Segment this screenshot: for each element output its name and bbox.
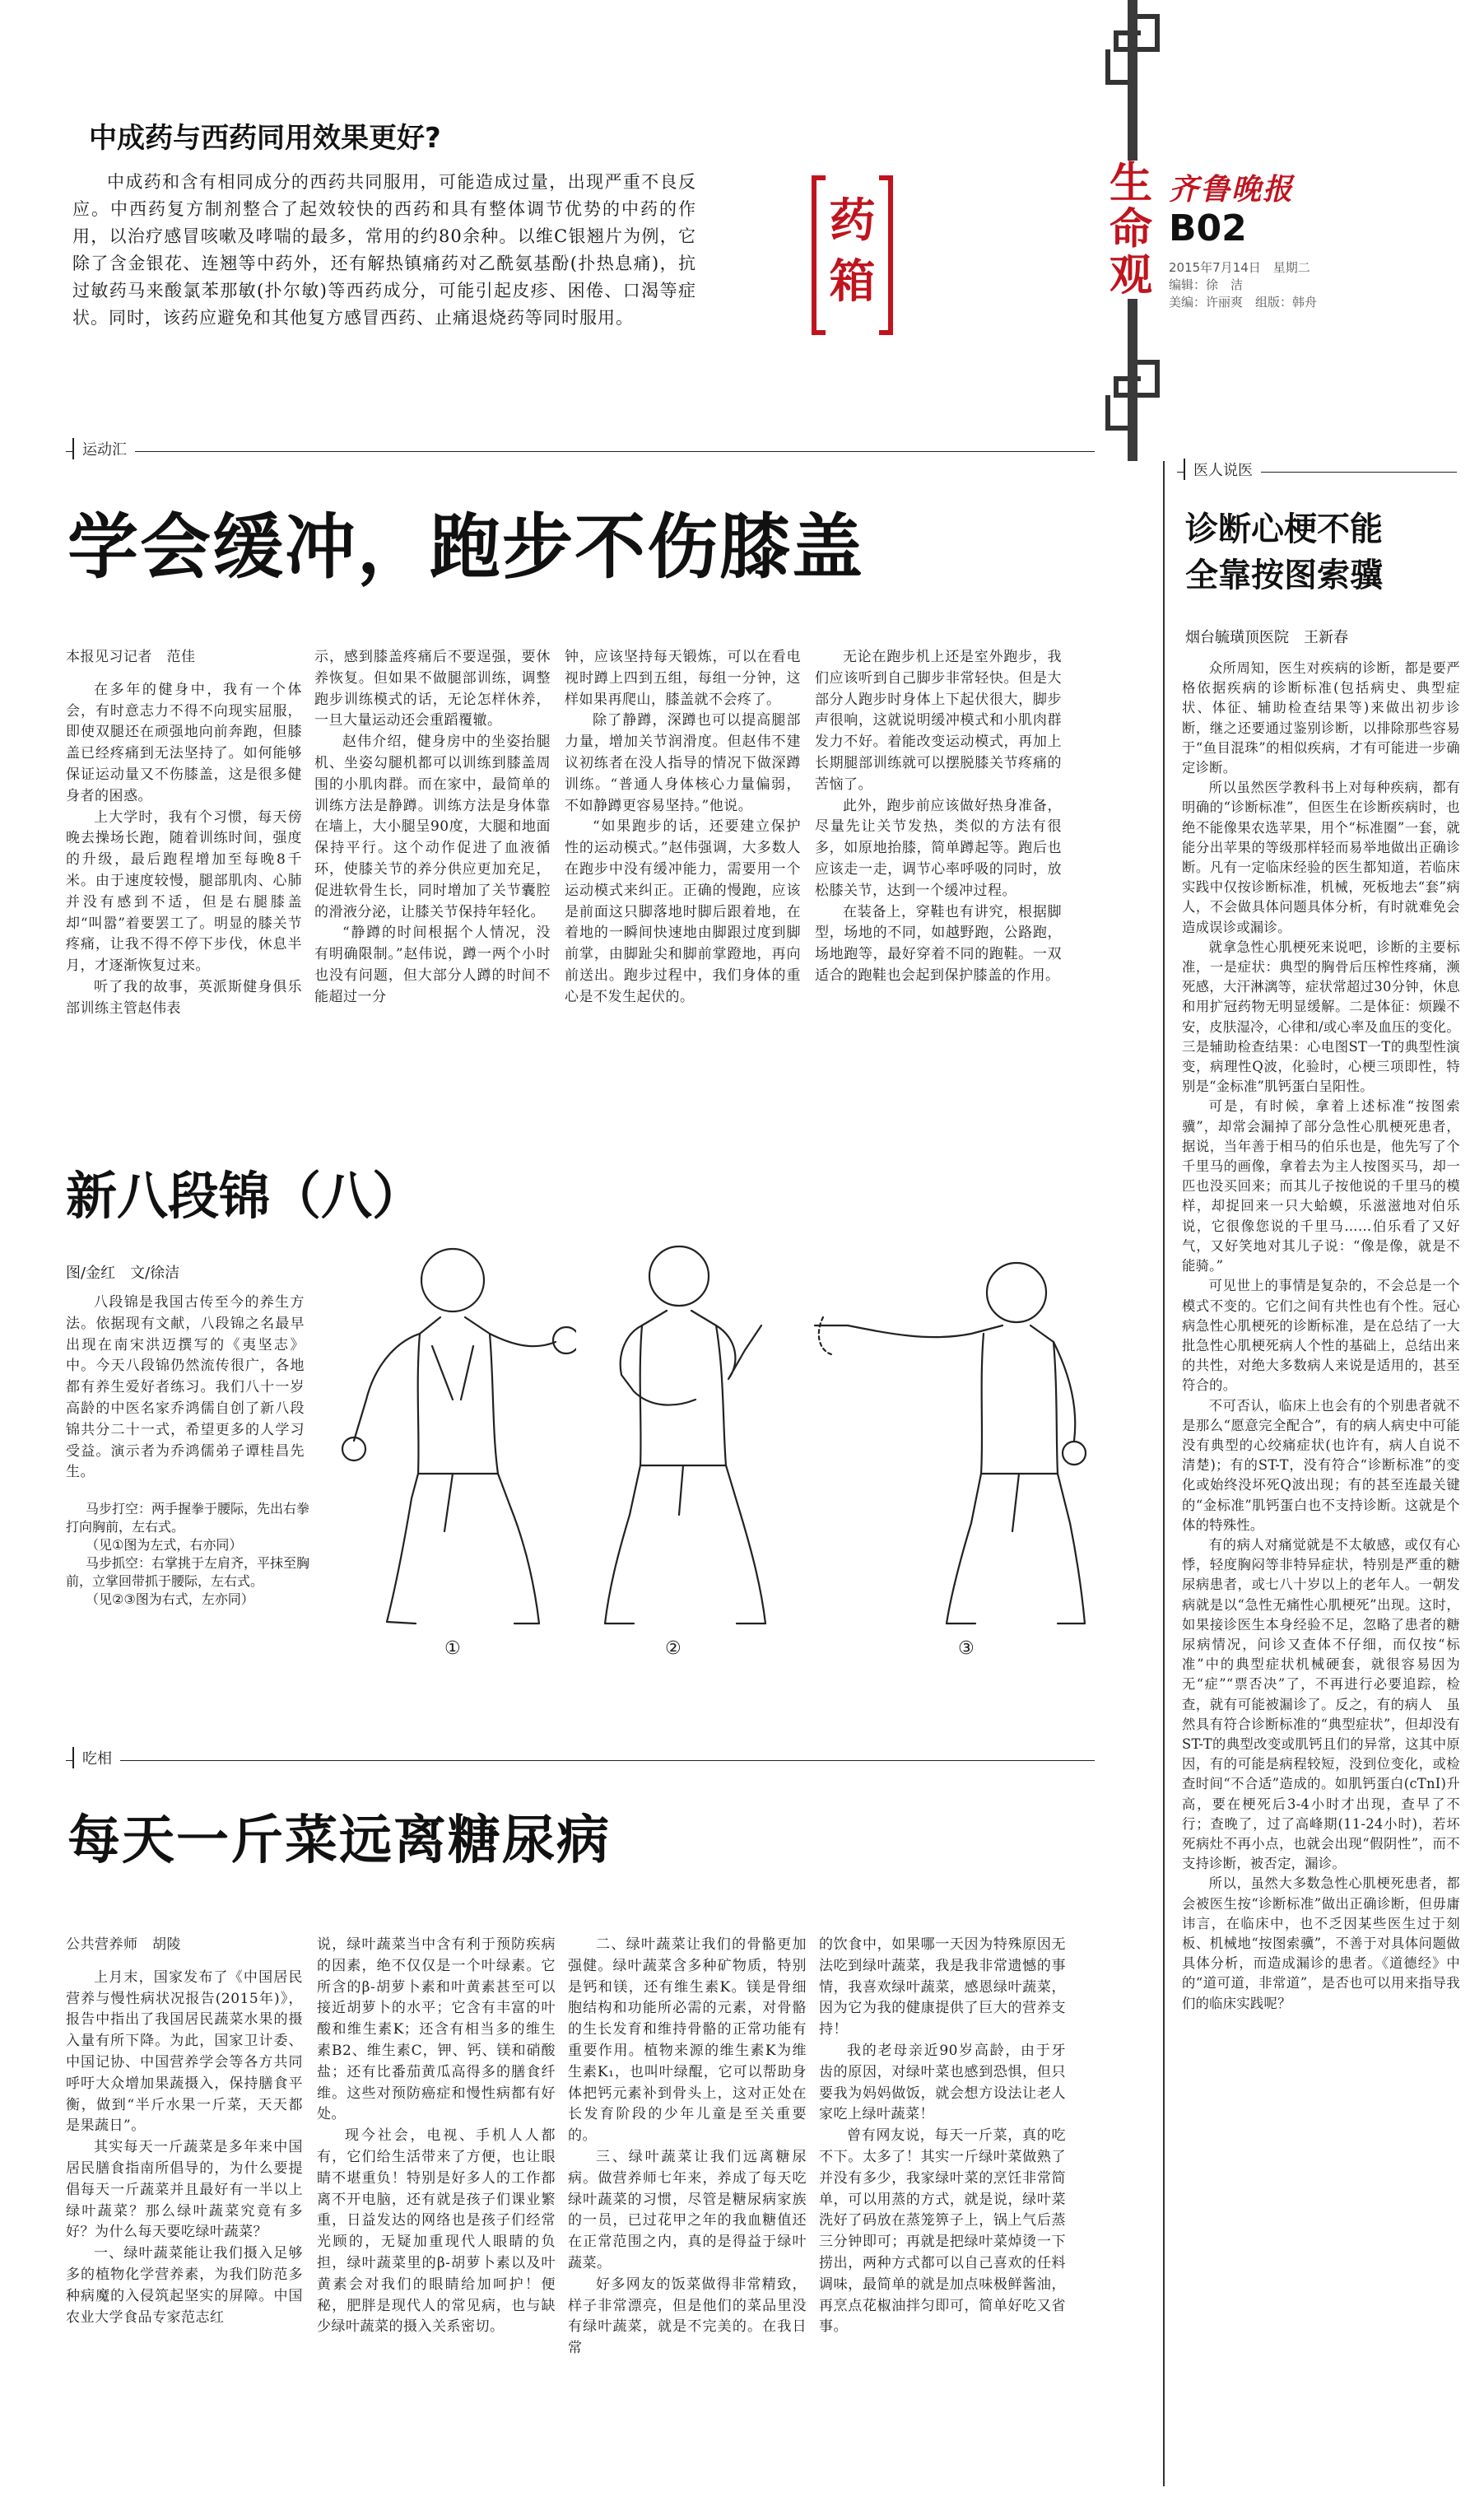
paragraph: 钟，应该坚持每天锻炼，可以在看电视时蹲上四到五组，每组一分钟，这样如果再爬山，膝盖就不会疼了。 xyxy=(565,649,801,708)
section-rule xyxy=(66,1760,1095,1761)
figure-number: ② xyxy=(665,1638,682,1659)
paragraph: 所以虽然医学教科书上对每种疾病，都有明确的“诊断标准”，但医生在诊断疾病时，也绝不能像果农选苹果，用个“标准圈”一套，就能分出苹果的等级那样轻而易举地做出正确诊断。凡有一定临床经验的医生都知道，若临床实践中仅按诊断标准，机械，死板地去“套”病人，不会做具体问题具体分析，有时就难免会造成误诊或漏诊。 xyxy=(1182,780,1460,935)
paragraph: 在多年的健身中，我有一个体会，有时意志力不得不向现实屈服，即使双腿还在顽强地向前奔跑，但膝盖已经疼痛到无法坚持了。如何能够保证运动量又不伤膝盖，这是很多健身者的困惑。 xyxy=(66,681,302,804)
section-label-diet: 吃相 xyxy=(72,1747,120,1768)
paragraph: 我的老母亲近90岁高龄，由于牙齿的原因，对绿叶菜也感到恐惧，但只要我为妈妈做饭，就会想方设法让老人家吃上绿叶蔬菜！ xyxy=(819,2042,1066,2123)
headline-line: 全靠按图索骥 xyxy=(1185,557,1383,594)
badge-char: 药 xyxy=(829,194,876,248)
designer-line: 美编：许丽爽 组版：韩舟 xyxy=(1169,295,1318,310)
paragraph: 的饮食中，如果哪一天因为特殊原因无法吃到绿叶蔬菜，我是我非常遗憾的事情，我喜欢绿叶蔬菜，感恩绿叶蔬菜，因为它为我的健康提供了巨大的营养支持！ xyxy=(819,1936,1066,2038)
paragraph: 所以，虽然大多数急性心肌梗死患者，都会被医生按“诊断标准”做出正确诊断，但毋庸讳言，在临床中，也不乏因某些医生过于刻板、机械地“按图索骥”，不善于对具体问题做具体分析，而造成漏诊的患者。《道德经》中的“道可道，非常道”，是否也可以用来指导我们的临床实践呢？ xyxy=(1182,1875,1460,2011)
diet-col-4 xyxy=(819,1935,1066,2338)
paragraph: 众所周知，医生对疾病的诊断，都是要严格依据疾病的诊断标准(包括病史、典型症状、体征、辅助检查结果等)来做出初步诊断，继之还要通过鉴别诊断，以排除那些容易于“鱼目混珠”的相似疾病，才有可能进一步确定诊断。 xyxy=(1182,660,1460,776)
medicine-box-body: 中成药和含有相同成分的西药共同服用，可能造成过量，出现严重不良反应。中西药复方制剂整合了起效较快的西药和具有整体调节优势的中药的作用，以治疗感冒咳嗽及哮喘的最多，常用的约80余种。以维C银翘片为例，它除了含金银花、连翘等中药外，还有解热镇痛药对乙酰氨基酚(扑热息痛)，抗过敏药马来酸氯苯那敏(扑尔敏)等西药成分，可能引起皮疹、困倦、口渴等症状。同时，该药应避免和其他复方感冒西药、止痛退烧药等同时服用。 xyxy=(72,172,696,328)
medicine-badge xyxy=(809,173,896,338)
running-col-4 xyxy=(815,647,1062,987)
qigong-figure-2 xyxy=(576,1202,790,1647)
paragraph: 无论在跑步机上还是室外跑步，我们应该听到自己脚步非常轻快。但是大部分人跑步时身体上下起伏很大，脚步声很响，这就说明缓冲模式和小肌肉群发力不好。着能改变运动模式，再加上长期腿部训练就可以摆脱膝关节疼痛的苦恼了。 xyxy=(815,649,1062,793)
byline: 公共营养师 胡陵 xyxy=(66,1936,181,1953)
step-text: 马步打空：两手握拳于腰际，先出右拳打向胸前，左右式。 xyxy=(66,1501,310,1535)
paragraph: 有的病人对痛觉就是不太敏感，或仅有心悸，轻度胸闷等非特异症状，特别是严重的糖尿病患者，或七八十岁以上的老年人。一朝发病就是以“急性无痛性心肌梗死”出现。这时，如果接诊医生本身经验不足，忽略了患者的糖尿病情况，问诊又查体不仔细，而仅按“标准”中的典型症状机械硬套，就很容易因为无“症”“票否决”了，不再进行必要追踪，检查，就有可能被漏诊了。反之，有的病人 虽然具有符合诊断标准的“典型症状”，但却没有ST-T的典型改变或肌钙且们的异常，这其中原因，有的可能是病程较短，没到位变化，或检查时间“不合适”造成的。如肌钙蛋白(cTnI)升高，要在梗死后3-4小时才出现，查早了不行；查晚了，过了高峰期(11-24小时)，若坏死病灶不再小点，也就会出现“假阴性”，而不支持诊断，被否定，漏诊。 xyxy=(1182,1536,1460,1872)
paragraph: “静蹲的时间根据个人情况，没有明确限制。”赵伟说，蹲一两个小时也没有问题，但大部分人蹲的时间不能超过一分 xyxy=(314,925,551,1005)
qigong-figure-1 xyxy=(329,1202,576,1647)
paragraph: 其实每天一斤蔬菜是多年来中国居民膳食指南所倡导的，为什么要提倡每天一斤蔬菜并且最好有一半以上绿叶蔬菜？那么绿叶蔬菜究竟有多好？为什么每天要吃绿叶蔬菜？ xyxy=(66,2139,303,2241)
paragraph: 除了静蹲，深蹲也可以提高腿部力量，增加关节润滑度。但赵伟不建议初练者在没人指导的情况下做深蹲训练。“普通人身体核心力量偏弱，不如静蹲更容易坚持。”他说。 xyxy=(565,712,801,814)
paragraph: 赵伟介绍，健身房中的坐姿抬腿机、坐姿勾腿机都可以训练到膝盖周围的小肌肉群。而在家中，最简单的训练方法是静蹲。训练方法是身体靠在墙上，大小腿呈90度，大腿和地面保持平行。这个动作促进了血液循环，使膝关节的养分供应更加充足，促进软骨生长，同时增加了关节囊腔的滑液分泌，让膝关节保持年轻化。 xyxy=(314,734,551,920)
paragraph: 曾有网友说，每天一斤菜，真的吃不下。太多了！其实一斤绿叶菜做熟了并没有多少，我家绿叶菜的烹饪非常简单，可以用蒸的方式，就是说，绿叶菜洗好了码放在蒸笼箅子上，锅上气后蒸三分钟即可；再就是把绿叶菜焯烫一下捞出，两种方式都可以自己喜欢的任料调味，最简单的就是加点味极鲜酱油，再烹点花椒油拌匀即可，简单好吃又省事。 xyxy=(819,2127,1066,2336)
masthead-panel xyxy=(1100,0,1484,461)
badge-char: 箱 xyxy=(829,255,876,309)
editor-line: 编辑：徐 洁 xyxy=(1169,277,1244,292)
byline: 烟台毓璜顶医院 王新春 xyxy=(1185,629,1348,646)
step-note: （见①图为左式，右亦同） xyxy=(86,1537,243,1553)
paragraph: 听了我的故事，英派斯健身俱乐部训练主管赵伟表 xyxy=(66,978,302,1017)
paragraph: 二、绿叶蔬菜让我们的骨骼更加强健。绿叶蔬菜含多种矿物质，特别是钙和镁，还有维生素K。镁是骨细胞结构和功能所必需的元素，对骨骼的生长发育和维持骨骼的正常功能有重要作用。植物来源的维生素K为维生素K₁，也叫叶绿醌，它可以帮助身体把钙元素补到骨头上，这对正处在长发育阶段的少年儿童是至关重要的。 xyxy=(568,1936,807,2145)
baduanjin-headline: 新八段锦（八） xyxy=(66,1166,424,1226)
medicine-box-title: 中成药与西药同用效果更好? xyxy=(89,122,441,155)
paragraph: 上月末，国家发布了《中国居民营养与慢性病状况报告(2015年)》，报告中指出了我国居民蔬菜水果的摄入量有所下降。为此，国家卫计委、中国记协、中国营养学会等各方共同呼吁大众增加果蔬摄入，保持膳食平衡，做到“半斤水果一斤菜，天天都是果蔬日”。 xyxy=(66,1968,303,2135)
paragraph: 现今社会，电视、手机人人都有，它们给生活带来了方便，也让眼睛不堪重负！特别是好多人的工作都离不开电脑，还有就是孩子们课业繁重，日益发达的网络也是孩子们经常光顾的，无疑加重现代人眼睛的负担，绿叶蔬菜里的β-胡萝卜素以及叶黄素会对我们的眼睛给加呵护！便秘，肥胖是现代人的常见病，也与缺少绿叶蔬菜的摄入关系密切。 xyxy=(317,2127,556,2336)
paragraph: 可见世上的事情是复杂的，不会总是一个模式不变的。它们之间有共性也有个性。冠心病急性心肌梗死的诊断标准，是在总结了一大批急性心肌梗死病人个性的基础上，总结出来的共性，对绝大多数病人来说是适用的，甚至符合的。 xyxy=(1182,1278,1460,1394)
diet-col-1 xyxy=(66,1935,303,2328)
paragraph: 此外，跑步前应该做好热身准备，尽量先让关节发热，类似的方法有很多，如原地抬膝，简单蹲起等。跑后也应该走一走，调节心率呼吸的同时，放松膝关节，达到一个缓冲过程。 xyxy=(815,797,1062,899)
step-text: 马步抓空：右掌挑于左肩齐，平抹至胸前，立掌回带抓于腰际，左右式。 xyxy=(66,1555,310,1589)
section-rule xyxy=(66,451,1095,452)
paragraph: 上大学时，我有个习惯，每天傍晚去操场长跑，随着训练时间，强度的升级，最后跑程增加至每晚8千米。由于速度较慢，腿部肌肉、心肺并没有感到不适，但是右腿膝盖却“叫嚣”着要罢工了。明显的膝关节疼痛，让我不得不停下步伐，休息半月，才逐渐恢复过来。 xyxy=(66,808,302,975)
paragraph: 不可否认，临床上也会有的个别患者就不是那么“愿意完全配合”，有的病人病史中可能没有典型的心绞痛症状(也许有，病人自说不清楚)；有的ST-T，没有符合“诊断标准”的变化或始终没坏死Q波出现；有的甚至连最关键的“金标准”肌钙蛋白也不支持诊断。这就是个体的特殊性。 xyxy=(1182,1397,1460,1533)
paragraph: “如果跑步的话，还要建立保护性的运动模式。”赵伟强调，大多数人在跑步中没有缓冲能力，需要用一个运动模式来纠正。正确的慢跑，应该是前面这只脚落地时脚后跟着地，在着地的一瞬间快速地由脚跟过度到脚前掌，由脚趾尖和脚前掌蹬地，再向前送出。跑步过程中，我们身体的重心是不发生起伏的。 xyxy=(565,818,801,1005)
paragraph: 一、绿叶蔬菜能让我们摄入足够多的植物化学营养素，为我们防范多种病魔的入侵筑起坚实的屏障。中国农业大学食品专家范志红 xyxy=(66,2245,303,2326)
diet-col-3 xyxy=(568,1935,807,2360)
paragraph: 可是，有时候，拿着上述标准“按图索骥”，却常会漏掉了部分急性心肌梗死患者，据说，当年善于相马的伯乐也是，他先写了个千里马的画像，拿着去为主人按图买马，却一匹也没买回来；而其儿子按他说的千里马的模样，却捉回来一只大蛤蟆，乐滋滋地对伯乐说，它很像您说的千里马……伯乐看了又好气，又好笑地对其儿子说：“像是像，就是不能骑。” xyxy=(1182,1098,1460,1274)
photo-credit: 图/金红 文/徐洁 xyxy=(66,1265,180,1282)
step-note: （见②③图为右式，左亦同） xyxy=(86,1591,254,1607)
running-headline: 学会缓冲，跑步不伤膝盖 xyxy=(67,506,864,589)
paragraph: 示，感到膝盖疼痛后不要逞强，要休养恢复。但如果不做腿部训练，调整跑步训练模式的话，无论怎样休养，一旦大量运动还会重蹈覆辙。 xyxy=(314,649,551,729)
running-col-1 xyxy=(66,647,302,1020)
figure-number: ③ xyxy=(958,1638,975,1659)
paper-name-logo: 齐鲁晚报 xyxy=(1169,172,1295,207)
running-col-2 xyxy=(314,647,551,1009)
column-divider xyxy=(1163,461,1165,2486)
byline: 本报见习记者 范佳 xyxy=(66,649,196,665)
baduanjin-intro xyxy=(66,1293,305,1484)
headline-line: 诊断心梗不能 xyxy=(1185,510,1383,548)
doctor-body xyxy=(1182,659,1460,2014)
date-line: 2015年7月14日 星期二 xyxy=(1169,260,1310,275)
doctor-headline xyxy=(1185,506,1383,599)
diet-headline: 每天一斤菜远离糖尿病 xyxy=(67,1810,611,1871)
section-label-running: 运动汇 xyxy=(72,438,135,459)
section-title-vertical: 生 命 观 xyxy=(1106,161,1156,299)
paragraph: 就拿急性心肌梗死来说吧，诊断的主要标准，一是症状：典型的胸骨后压榨性疼痛，濒死感，大汗淋漓等，症状常超过30分钟，休息和用扩冠药物无明显缓解。二是体征：烦躁不安，皮肤湿冷，心律和/或心率及血压的变化。三是辅助检查结果：心电图ST一T的典型性演变，病理性Q波，化验时，心梗三项即性，特别是“金标准”肌钙蛋白呈阳性。 xyxy=(1182,939,1460,1095)
paragraph: 好多网友的饭菜做得非常精致，样子非常漂亮，但是他们的菜品里没有绿叶蔬菜，就是不完美的。在我日常 xyxy=(568,2276,807,2357)
diet-col-2 xyxy=(317,1935,556,2338)
paragraph: 三、绿叶蔬菜让我们远离糖尿病。做营养师七年来，养成了每天吃绿叶蔬菜的习惯，尽管是糖尿病家族的一员，已过花甲之年的我血糖值还在正常范围之内，真的是得益于绿叶蔬菜。 xyxy=(568,2148,807,2271)
qigong-figure-3 xyxy=(807,1202,1095,1647)
paragraph: 在装备上，穿鞋也有讲究，根据脚型，场地的不同，如越野跑，公路跑，场地跑等，最好穿着不同的跑鞋。一双适合的跑鞋也会起到保护膝盖的作用。 xyxy=(815,903,1062,984)
paragraph: 说，绿叶蔬菜当中含有利于预防疾病的因素，绝不仅仅是一个叶绿素。它所含的β-胡萝卜素和叶黄素甚至可以接近胡萝卜的水平；它含有丰富的叶酸和维生素K；还含有相当多的维生素B2、维生素C，钾、钙、镁和硝酸盐；还有比番茄黄瓜高得多的膳食纤维。这些对预防癌症和慢性病都有好处。 xyxy=(317,1936,556,2123)
figure-number: ① xyxy=(444,1638,461,1659)
page-code: B02 xyxy=(1169,207,1247,249)
baduanjin-steps xyxy=(66,1500,313,1609)
paragraph: 八段锦是我国古传至今的养生方法。依据现有文献，八段锦之名最早出现在南宋洪迈撰写的《夷坚志》中。今天八段锦仍然流传很广，各地都有养生爱好者练习。我们八十一岁高龄的中医名家乔鸿儒自创了新八段锦共分二十一式，希望更多的人学习受益。演示者为乔鸿儒弟子谭桂昌先生。 xyxy=(66,1294,305,1481)
running-col-3 xyxy=(565,647,801,1009)
section-label-doctor: 医人说医 xyxy=(1184,459,1261,480)
